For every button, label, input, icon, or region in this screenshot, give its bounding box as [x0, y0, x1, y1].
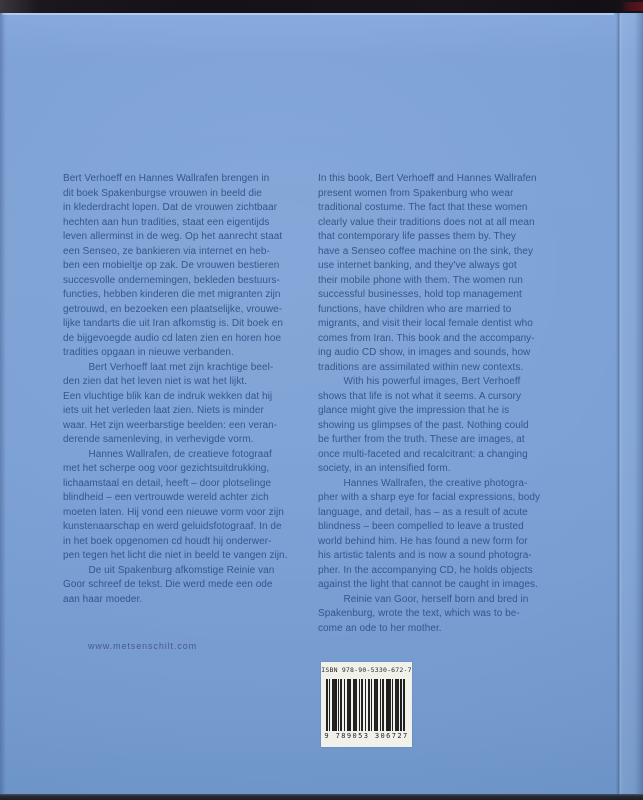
cover-top-highlight — [2, 13, 614, 15]
book-top-edge — [0, 0, 643, 13]
text-line: showing us glimpses of the past. Nothing could — [318, 419, 529, 431]
text-line: kunstenaarschap en werd geluidsfotograaf. In de — [63, 521, 282, 532]
text-line: Bert Verhoeff en Hannes Wallrafen brengen in — [63, 173, 270, 184]
text-line: hechten aan hun tradities, staat een eigentijds — [63, 216, 270, 228]
text-line: tradities opgaan in nieuwe verbanden. — [63, 347, 234, 358]
text-line: present women from Spakenburg who wear — [318, 187, 514, 199]
text-line: De uit Spakenburg afkomstige Reinie van — [63, 564, 275, 576]
isbn-label: ISBN 978-90-5330-672-7 — [321, 666, 412, 674]
text-line: ben een mobieltje op zak. De vrouwen bestieren — [63, 260, 280, 271]
barcode-block — [321, 662, 412, 747]
text-line: pher. In the accompanying CD, he holds objects — [318, 564, 533, 576]
spine-fold-strip — [622, 13, 643, 794]
text-line: use internet banking, and they've always got — [318, 260, 517, 271]
text-line: den zien dat het leven niet is wat het lijkt. — [63, 376, 248, 387]
text-line: met het scherpe oog voor gezichtsuitdrukking, — [63, 463, 270, 474]
text-line: waar. Het zijn weerbarstige beelden: een veran- — [63, 419, 278, 431]
text-line: their mobile phone with them. The women run — [318, 274, 523, 286]
back-cover — [0, 13, 643, 794]
text-line: traditional costume. The fact that these women — [318, 202, 528, 213]
text-line: Hannes Wallrafen, the creative photogra- — [318, 477, 528, 489]
text-line: pen tegen het licht die niet in beeld te vangen zijn. — [63, 550, 288, 561]
text-line: pher with a sharp eye for facial expressions, body — [318, 492, 541, 503]
text-line: Spakenburg, wrote the text, which was to be- — [318, 608, 520, 619]
text-line: de bijgevoegde audio cd laten zien en horen hoe — [63, 332, 282, 344]
text-line: language, and detail, has – as a result of acute — [318, 506, 528, 518]
left-edge-shade — [0, 13, 6, 794]
dutch-text-column — [63, 172, 308, 607]
barcode-bars — [326, 679, 407, 731]
text-line: come an ode to her mother. — [318, 622, 442, 634]
text-line: ing audio CD show, in images and sounds, how — [318, 347, 531, 358]
text-line: in klederdracht lopen. Dat de vrouwen zichtbaar — [63, 202, 278, 213]
text-line: moeten laten. Hij vond een nieuwe vorm voor zijn — [63, 506, 284, 518]
text-line: world behind him. He has found a new form for — [318, 535, 528, 547]
text-line: Een vluchtige blik kan de indruk wekken dat hij — [63, 390, 273, 402]
text-line: derende samenleving, in verhevigde vorm. — [63, 434, 254, 445]
text-line: een Senseo, ze bankieren via internet en heb- — [63, 245, 270, 257]
text-line: in het boek opgenomen cd houdt hij onderwer- — [63, 535, 272, 547]
text-line: migrants, and visit their local female dentist who — [318, 318, 533, 329]
text-line: shows that life is not what it seems. A cursory — [318, 390, 521, 402]
text-line: succesvolle ondernemingen, bekleden bestuurs- — [63, 274, 280, 286]
text-line: iets uit het verleden laat zien. Niets is minder — [63, 405, 264, 416]
text-line: Reinie van Goor, herself born and bred in — [318, 593, 529, 605]
text-line: traditions are assimilated within new contexts. — [318, 361, 524, 373]
book-top-edge-red-corner — [621, 2, 643, 11]
publisher-url: www.metsenschilt.com — [88, 641, 198, 651]
text-line: Hannes Wallrafen, de creatieve fotograaf — [63, 448, 272, 460]
text-line: comes from Iran. This book and the accompany- — [318, 332, 535, 344]
text-line: In this book, Bert Verhoeff and Hannes Wallrafen — [318, 173, 537, 184]
text-line: functies, hebben kinderen die met migranten zijn — [63, 289, 281, 300]
text-line: be further from the truth. These are images, at — [318, 434, 525, 445]
text-line: Bert Verhoeff laat met zijn krachtige beel- — [63, 361, 274, 373]
text-line: functions, have children who are married to — [318, 303, 512, 315]
text-line: With his powerful images, Bert Verhoeff — [318, 376, 521, 387]
text-line: glance might give the impression that he is — [318, 405, 510, 416]
text-line: blindness – been compelled to leave a trusted — [318, 521, 524, 532]
english-text-column — [318, 172, 563, 636]
text-line: clearly value their traditions does not at all mean — [318, 216, 535, 228]
text-line: dit boek Spakenburgse vrouwen in beeld die — [63, 187, 262, 199]
text-line: lichaamstaal en detail, heeft – door plotselinge — [63, 477, 272, 489]
text-line: have a Senseo coffee machine on the sink, they — [318, 245, 534, 257]
text-line: aan haar moeder. — [63, 593, 143, 605]
text-line: against the light that cannot be caught in images. — [318, 579, 538, 590]
barcode-digits: 9 789053 306727 — [324, 732, 409, 740]
text-line: Goor schreef de tekst. Die werd mede een ode — [63, 579, 273, 590]
text-line: once multi-faceted and recalcitrant: a changing — [318, 448, 528, 460]
text-line: lijke tandarts die uit Iran afkomstig is. Dit boek en — [63, 318, 283, 329]
text-line: successful businesses, hold top management — [318, 289, 522, 300]
text-line: his artistic talents and is now a sound photogra- — [318, 550, 532, 561]
text-line: that contemporary life passes them by. They — [318, 231, 516, 242]
text-line: society, in an intensified form. — [318, 463, 451, 474]
text-line: leven allerminst in de weg. Op het aanrecht staat — [63, 231, 283, 242]
text-line: blindheid – een vertrouwde wereld achter zich — [63, 492, 269, 503]
text-line: getrouwd, en bezoeken een plaatselijke, vrouwe- — [63, 303, 283, 315]
book-bottom-edge — [0, 794, 643, 800]
